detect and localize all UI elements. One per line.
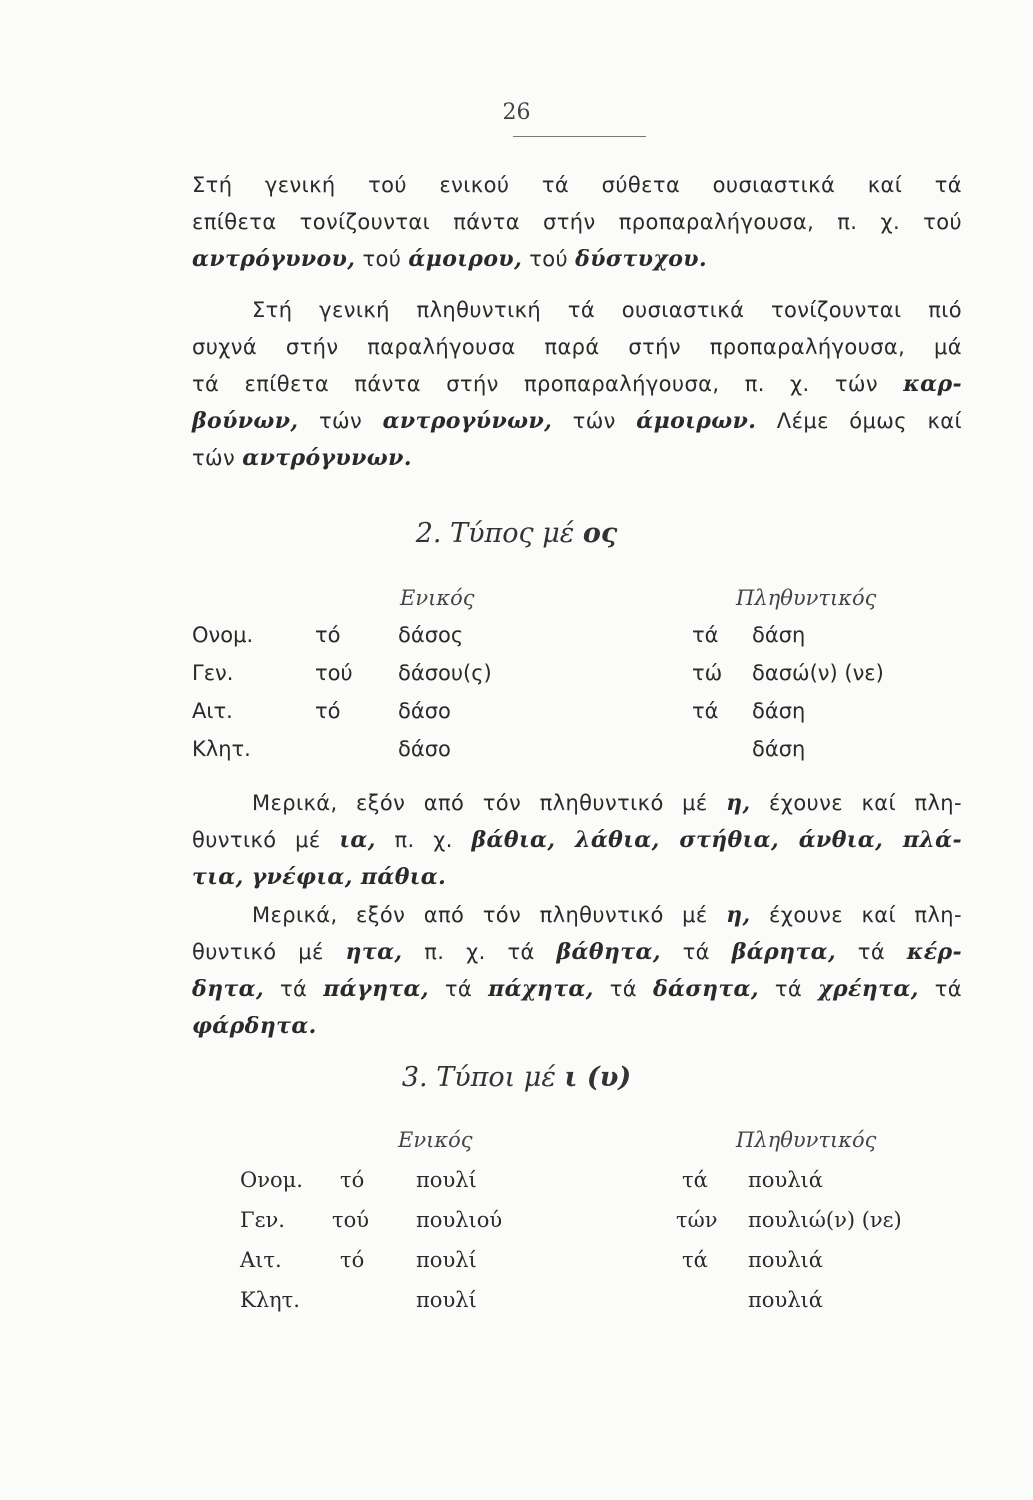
text-line	[192, 822, 962, 859]
noun-plural: πουλιά	[748, 1288, 823, 1312]
text-segment: π. χ.	[394, 828, 453, 852]
section-title: Τύπος μέ	[450, 518, 575, 549]
text-line: συχνά στήν παραλήγουσα παρά στήν προπαραλήγουσα, μά	[192, 335, 962, 359]
page-number: 26	[502, 100, 531, 125]
example-word: αντρόγυνων.	[242, 445, 412, 471]
text-segment: θυντικό μέ	[192, 828, 321, 852]
example-word: άμοιρων.	[636, 408, 757, 434]
text-line	[192, 859, 962, 896]
text-line	[192, 440, 962, 477]
text-segment: Μερικά, εξόν από τόν πληθυντικό μέ	[252, 903, 708, 927]
case-label: Κλητ.	[192, 737, 251, 761]
case-label: Γεν.	[192, 661, 234, 685]
paragraph-plural-ia	[192, 785, 962, 896]
article-singular: τού	[315, 661, 353, 685]
example-word: κέρ-	[906, 939, 963, 965]
article-word: τά	[279, 977, 308, 1001]
text-segment: έχουνε καί πλη-	[769, 791, 962, 815]
example-word: η,	[726, 902, 751, 928]
section-2-heading	[0, 518, 1033, 549]
noun-singular: δάσος	[398, 623, 464, 647]
article-word: τά	[934, 977, 962, 1001]
case-label: Κλητ.	[240, 1288, 300, 1312]
paragraph-genitive-plural	[192, 292, 962, 477]
article-singular: τό	[340, 1168, 365, 1192]
section-3-heading	[0, 1062, 1033, 1093]
article-plural: τώ	[692, 661, 723, 685]
text-line	[192, 934, 962, 971]
paragraph-plural-ita	[192, 897, 962, 1045]
noun-singular: πουλιού	[416, 1208, 503, 1232]
article-word: τά	[774, 977, 803, 1001]
text-segment: Μερικά, εξόν από τόν πληθυντικό μέ	[252, 791, 708, 815]
article-word: τού	[362, 247, 402, 271]
noun-plural: δάση	[752, 699, 806, 723]
case-label: Αιτ.	[192, 699, 233, 723]
article-singular: τό	[315, 623, 341, 647]
example-word: πάγητα,	[323, 976, 429, 1002]
text-line	[192, 403, 962, 440]
noun-plural: πουλιώ(ν) (νε)	[748, 1208, 902, 1232]
text-segment: έχουνε καί πλη-	[769, 903, 962, 927]
article-singular: τό	[315, 699, 341, 723]
text-segment: Λέμε όμως καί	[776, 409, 962, 433]
example-word: δητα,	[192, 976, 265, 1002]
example-word: ια,	[339, 827, 376, 853]
section-title: Τύποι μέ	[436, 1062, 556, 1093]
example-word: ητα,	[345, 939, 403, 965]
plural-column-header: Πληθυντικός	[736, 1128, 877, 1152]
text-line	[192, 971, 962, 1008]
singular-column-header: Ενικός	[400, 586, 475, 610]
example-word: βάρητα,	[731, 939, 837, 965]
noun-singular: δάσο	[398, 737, 451, 761]
article-plural: τά	[682, 1248, 708, 1272]
text-line	[192, 241, 962, 278]
noun-plural: δάση	[752, 623, 806, 647]
section-number: 3.	[401, 1062, 428, 1093]
case-label: Αιτ.	[240, 1248, 282, 1272]
article-word: τά	[444, 977, 473, 1001]
text-line: επίθετα τονίζουνται πάντα στήν προπαραλήγουσα, π. χ. τού	[192, 210, 962, 234]
text-line	[192, 1008, 962, 1045]
noun-plural: δασώ(ν) (νε)	[752, 661, 884, 685]
example-word: χρέητα,	[818, 976, 919, 1002]
article-plural: τών	[676, 1208, 718, 1232]
example-word: πάχητα,	[488, 976, 594, 1002]
article-singular: τού	[332, 1208, 370, 1232]
example-word: βούνων,	[192, 408, 299, 434]
article-word: τά	[609, 977, 638, 1001]
article-word: τών	[192, 446, 236, 470]
article-plural: τά	[692, 699, 719, 723]
plural-column-header: Πληθυντικός	[736, 586, 877, 610]
text-line: Στή γενική τού ενικού τά σύθετα ουσιαστικά καί τά	[192, 173, 962, 197]
noun-singular: πουλί	[416, 1168, 477, 1192]
article-plural: τά	[692, 623, 719, 647]
page-number-rule	[513, 136, 646, 137]
example-words: βάθια, λάθια, στήθια, άνθια, πλά-	[471, 827, 963, 853]
noun-plural: δάση	[752, 737, 806, 761]
noun-singular: πουλί	[416, 1288, 477, 1312]
example-word: η,	[726, 790, 751, 816]
example-word: φάρδητα.	[192, 1013, 317, 1039]
article-word: τά	[857, 940, 886, 964]
noun-plural: πουλιά	[748, 1248, 823, 1272]
article-singular: τό	[340, 1248, 365, 1272]
article-word: τά	[682, 940, 710, 964]
article-word: τού	[529, 247, 569, 271]
example-word: άμοιρου,	[408, 246, 523, 272]
text-segment: π. χ. τά	[424, 940, 535, 964]
case-label: Ονομ.	[192, 623, 254, 647]
noun-singular: δάσο	[398, 699, 451, 723]
text-line	[192, 897, 962, 934]
text-line	[192, 785, 962, 822]
text-line	[192, 366, 962, 403]
noun-plural: πουλιά	[748, 1168, 823, 1192]
case-label: Ονομ.	[240, 1168, 303, 1192]
paragraph-genitive-singular	[192, 167, 962, 278]
example-word: αντρόγυνου,	[192, 246, 356, 272]
section-number: 2.	[415, 518, 442, 549]
example-word: αντρογύνων,	[382, 408, 553, 434]
example-words: τια, γνέφια, πάθια.	[192, 864, 447, 890]
text-segment: τά επίθετα πάντα στήν προπαραλήγουσα, π. χ. τών	[192, 372, 878, 396]
noun-singular: δάσου(ς)	[398, 661, 492, 685]
example-word: καρ-	[903, 371, 962, 397]
article-word: τών	[572, 409, 616, 433]
section-ending: ος	[582, 518, 618, 549]
section-ending: ι (υ)	[564, 1062, 632, 1093]
text-line: Στή γενική πληθυντική τά ουσιαστικά τονίζουνται πιό	[252, 298, 962, 322]
article-word: τών	[318, 409, 363, 433]
case-label: Γεν.	[240, 1208, 285, 1232]
article-plural: τά	[682, 1168, 708, 1192]
example-word: δύστυχου.	[575, 246, 708, 272]
text-segment: θυντικό μέ	[192, 940, 324, 964]
noun-singular: πουλί	[416, 1248, 477, 1272]
example-word: δάσητα,	[652, 976, 759, 1002]
example-word: βάθητα,	[556, 939, 661, 965]
singular-column-header: Ενικός	[398, 1128, 473, 1152]
